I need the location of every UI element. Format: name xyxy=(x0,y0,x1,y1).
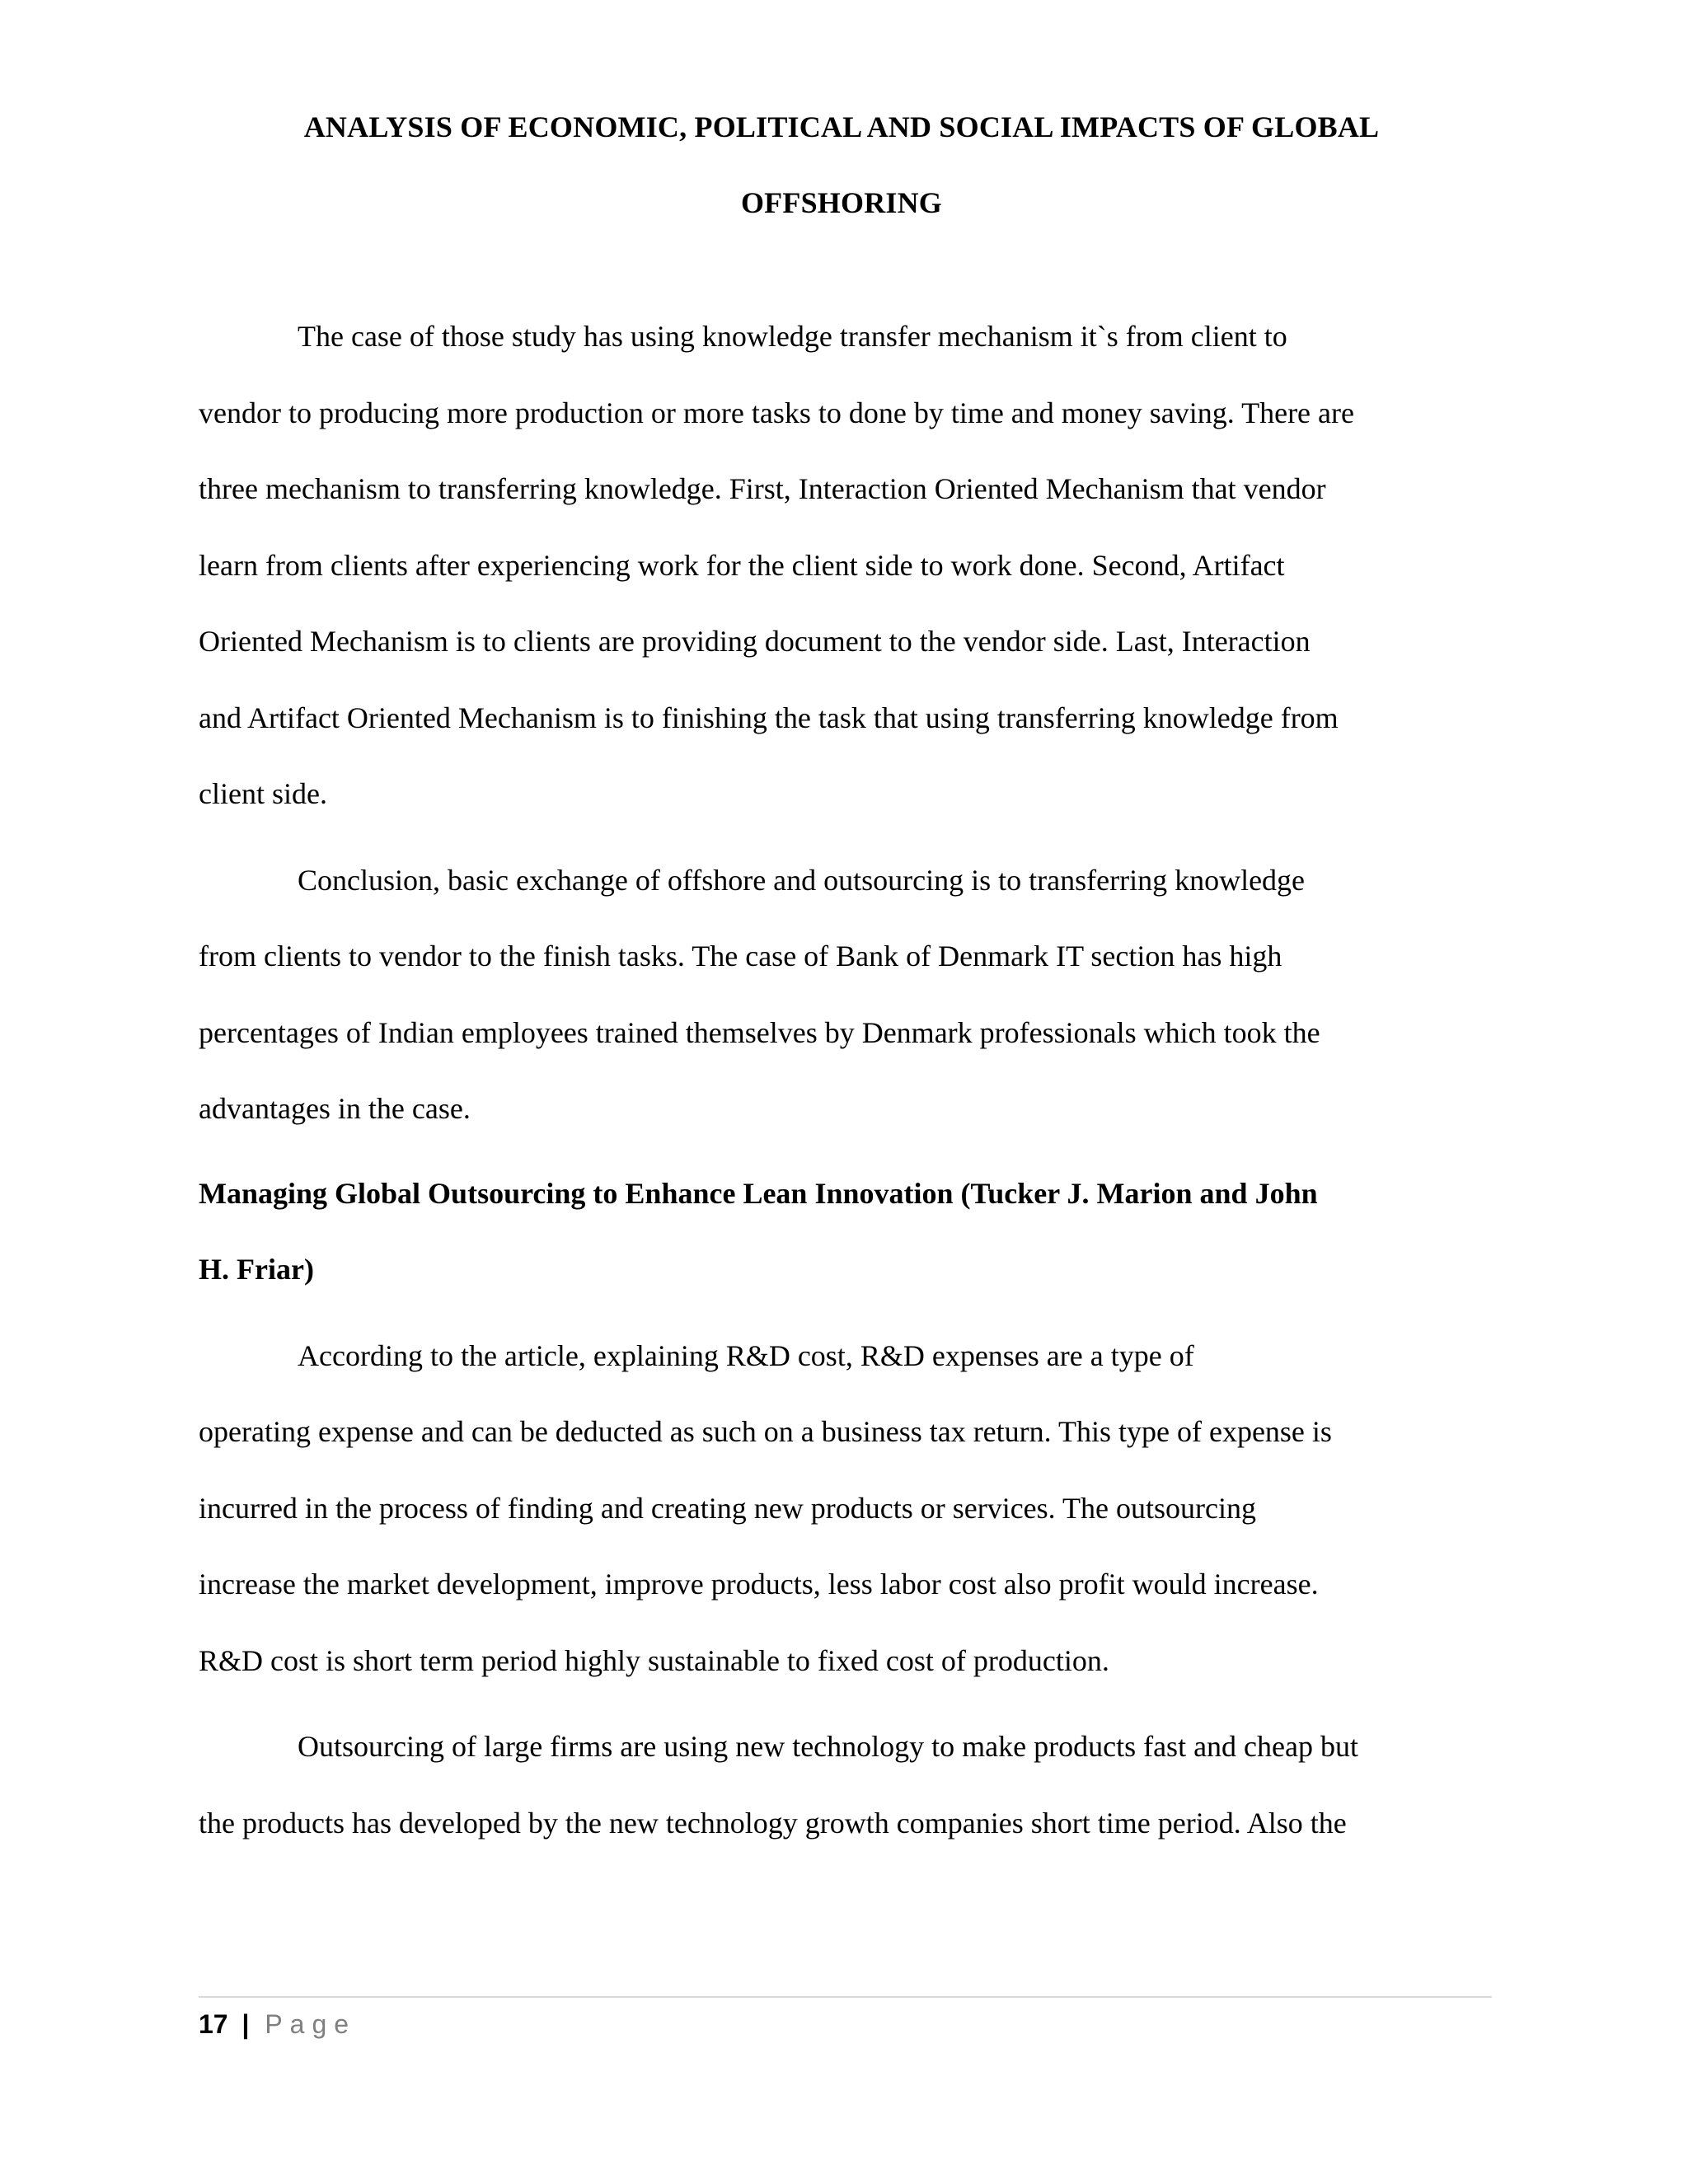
title-line: OFFSHORING xyxy=(740,186,942,219)
page-label: Page xyxy=(265,2009,357,2039)
paragraph-line: advantages in the case. xyxy=(199,1092,471,1125)
heading-line: H. Friar) xyxy=(199,1253,314,1286)
page-content xyxy=(199,89,1484,1861)
paragraph-line: Oriented Mechanism is to clients are providing document to the vendor side. Last, Interaction xyxy=(199,625,1311,658)
page-footer xyxy=(199,1996,1492,2047)
paragraph-line: three mechanism to transferring knowledge. First, Interaction Oriented Mechanism that vendor xyxy=(199,472,1326,505)
paragraph-line: operating expense and can be deducted as such on a business tax return. This type of expense is xyxy=(199,1415,1332,1448)
title-line: ANALYSIS OF ECONOMIC, POLITICAL AND SOCIAL IMPACTS OF GLOBAL xyxy=(303,110,1380,143)
document-title xyxy=(199,89,1484,241)
paragraph-outsourcing-firms xyxy=(199,1708,1484,1861)
paragraph-line: the products has developed by the new technology growth companies short time period. Also the xyxy=(199,1806,1347,1840)
paragraph-knowledge-transfer xyxy=(199,298,1484,832)
page-number: 17 xyxy=(199,2009,228,2039)
paragraph-line: percentages of Indian employees trained themselves by Denmark professionals which took the xyxy=(199,1015,1320,1049)
paragraph-line: increase the market development, improve products, less labor cost also profit would increase. xyxy=(199,1568,1319,1601)
paragraph-line: The case of those study has using knowledge transfer mechanism it`s from client to xyxy=(298,320,1287,353)
paragraph-line: According to the article, explaining R&D cost, R&D expenses are a type of xyxy=(298,1338,1194,1372)
section-heading xyxy=(199,1155,1484,1308)
paragraph-line: client side. xyxy=(199,777,327,810)
paragraph-line: incurred in the process of finding and creating new products or services. The outsourcing xyxy=(199,1491,1256,1525)
paragraph-rd-cost xyxy=(199,1318,1484,1699)
paragraph-line: R&D cost is short term period highly sustainable to fixed cost of production. xyxy=(199,1643,1109,1677)
paragraph-line: from clients to vendor to the finish tasks. The case of Bank of Denmark IT section has high xyxy=(199,940,1282,972)
page-separator: | xyxy=(241,2009,250,2039)
paragraph-conclusion xyxy=(199,842,1484,1147)
heading-line: Managing Global Outsourcing to Enhance Lean Innovation (Tucker J. Marion and John xyxy=(199,1176,1318,1210)
paragraph-line: vendor to producing more production or more tasks to done by time and money saving. There are xyxy=(199,396,1354,429)
paragraph-line: learn from clients after experiencing work for the client side to work done. Second, Artifact xyxy=(199,548,1285,582)
paragraph-line: Conclusion, basic exchange of offshore and outsourcing is to transferring knowledge xyxy=(298,863,1306,897)
paragraph-line: and Artifact Oriented Mechanism is to finishing the task that using transferring knowledge from xyxy=(199,701,1339,734)
paragraph-line: Outsourcing of large firms are using new technology to make products fast and cheap but xyxy=(298,1730,1358,1763)
